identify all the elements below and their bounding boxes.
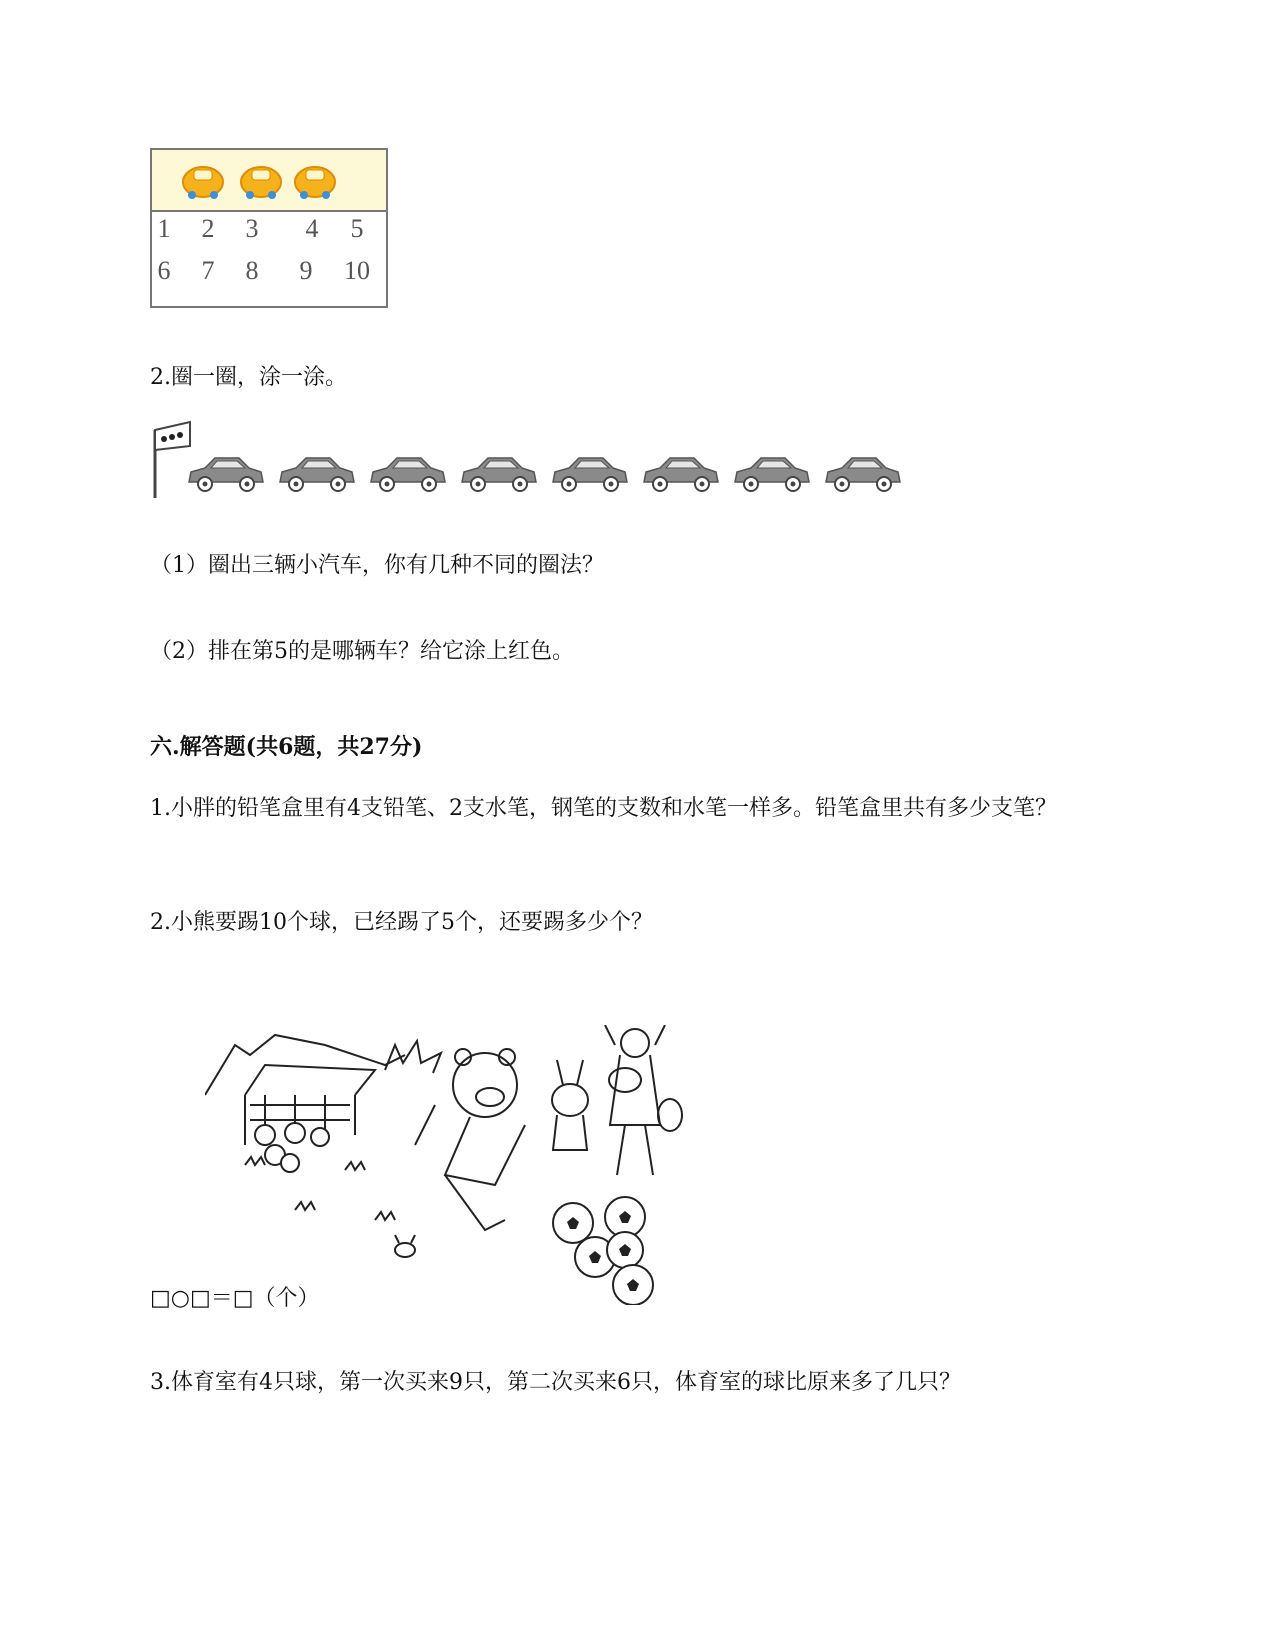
question-2-sub-2: （2）排在第5的是哪辆车？给它涂上红色。: [150, 639, 574, 664]
board-number: 2: [201, 214, 215, 243]
problem-1: 1.小胖的铅笔盒里有4支铅笔、2支水笔，钢笔的支数和水笔一样多。铅笔盒里共有多少支笔？: [150, 796, 1057, 821]
problem-3: 3.体育室有4只球，第一次买来9只，第二次买来6只，体育室的球比原来多了几只？: [150, 1370, 961, 1395]
car-icon: [276, 448, 356, 496]
answer-formula: □○□＝□（个）: [150, 1286, 320, 1311]
board-row-2: [152, 256, 386, 298]
board-number: 7: [201, 256, 215, 285]
bear-soccer-illustration: [205, 1025, 765, 1305]
board-number: 4: [305, 214, 319, 243]
board-number: 5: [350, 214, 364, 243]
board-number: 3: [245, 214, 259, 243]
car-icon: [458, 448, 538, 496]
car-icon: [185, 448, 265, 496]
car-icon: [822, 448, 902, 496]
cartoon-car-icon: [292, 160, 338, 200]
problem-2: 2.小熊要踢10个球，已经踢了5个，还要踢多少个？: [150, 910, 653, 935]
cartoon-car-icon: [180, 160, 226, 200]
question-2-sub-1: （1）圈出三辆小汽车，你有几种不同的圈法？: [150, 553, 604, 578]
number-board: [150, 148, 388, 308]
board-car-strip: [152, 150, 386, 212]
board-number: 1: [157, 214, 171, 243]
board-number: 6: [157, 256, 171, 285]
car-icon: [367, 448, 447, 496]
cartoon-car-icon: [238, 160, 284, 200]
car-icon: [549, 448, 629, 496]
board-row-1: [152, 214, 386, 256]
question-2-title: 2.圈一圈，涂一涂。: [150, 365, 347, 390]
board-number: 10: [344, 256, 370, 285]
car-icon: [640, 448, 720, 496]
car-icon: [731, 448, 811, 496]
board-number: 9: [299, 256, 313, 285]
board-number: 8: [245, 256, 259, 285]
section-heading: 六.解答题(共6题，共27分): [150, 734, 423, 760]
car-row: [150, 420, 940, 510]
